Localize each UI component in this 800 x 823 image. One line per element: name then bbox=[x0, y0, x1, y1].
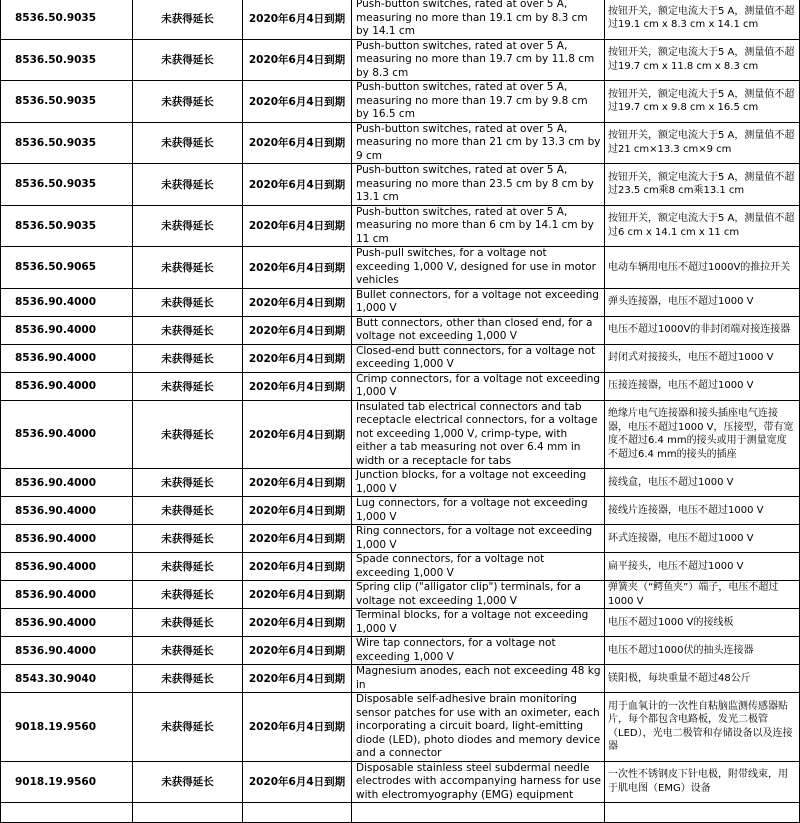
item-code-cell: 9018.19.9560 bbox=[1, 761, 133, 803]
description-cn-cell: 按钮开关，额定电流大于5 A，测量值不超过19.7 cm x 9.8 cm x 16.5 cm bbox=[605, 81, 800, 123]
description-cn-cell: 绝缘片电气连接器和接头插座电气连接器，电压不超过1000 V，压接型，带有宽度不超过6.4 mm的接头或用于测量宽度不超过6.4 mm的接头的插座 bbox=[605, 400, 800, 469]
table-row bbox=[1, 205, 800, 247]
description-en-cell bbox=[352, 803, 605, 823]
expiry-date-cell: 2020年6月4日到期 bbox=[243, 609, 352, 637]
description-cn-cell: 扁平接头，电压不超过1000 V bbox=[605, 553, 800, 581]
expiry-date-cell: 2020年6月4日到期 bbox=[243, 553, 352, 581]
table-row bbox=[1, 637, 800, 665]
description-en-cell: Bullet connectors, for a voltage not exceeding 1,000 V bbox=[352, 288, 605, 316]
expiry-date-cell: 2020年6月4日到期 bbox=[243, 288, 352, 316]
expiry-date-cell: 2020年6月4日到期 bbox=[243, 39, 352, 81]
extension-status-cell: 未获得延长 bbox=[133, 469, 243, 497]
expiry-date-cell: 2020年6月4日到期 bbox=[243, 372, 352, 400]
expiry-date-cell: 2020年6月4日到期 bbox=[243, 400, 352, 469]
table-row bbox=[1, 247, 800, 289]
table-row bbox=[1, 400, 800, 469]
expiry-date-cell: 2020年6月4日到期 bbox=[243, 316, 352, 344]
expiry-date-cell: 2020年6月4日到期 bbox=[243, 761, 352, 803]
item-code-cell: 8536.50.9035 bbox=[1, 0, 133, 39]
extension-status-cell: 未获得延长 bbox=[133, 0, 243, 39]
table-row bbox=[1, 81, 800, 123]
table-row bbox=[1, 665, 800, 693]
description-en-cell: Ring connectors, for a voltage not exceeding 1,000 V bbox=[352, 525, 605, 553]
extension-status-cell: 未获得延长 bbox=[133, 344, 243, 372]
table-row bbox=[1, 761, 800, 803]
description-en-cell: Closed-end butt connectors, for a voltage not exceeding 1,000 V bbox=[352, 344, 605, 372]
expiry-date-cell bbox=[243, 803, 352, 823]
item-code-cell bbox=[1, 803, 133, 823]
description-cn-cell bbox=[605, 803, 800, 823]
table-row bbox=[1, 316, 800, 344]
item-code-cell: 8536.90.4000 bbox=[1, 400, 133, 469]
table-row bbox=[1, 609, 800, 637]
table-row bbox=[1, 497, 800, 525]
description-cn-cell: 电压不超过1000V的非封闭端对接连接器 bbox=[605, 316, 800, 344]
extension-status-cell: 未获得延长 bbox=[133, 205, 243, 247]
extension-status-cell: 未获得延长 bbox=[133, 372, 243, 400]
extension-status-cell: 未获得延长 bbox=[133, 400, 243, 469]
item-code-cell: 8536.90.4000 bbox=[1, 344, 133, 372]
extension-status-cell: 未获得延长 bbox=[133, 525, 243, 553]
description-en-cell: Junction blocks, for a voltage not exceeding 1,000 V bbox=[352, 469, 605, 497]
expiry-date-cell: 2020年6月4日到期 bbox=[243, 469, 352, 497]
expiry-date-cell: 2020年6月4日到期 bbox=[243, 247, 352, 289]
expiry-date-cell: 2020年6月4日到期 bbox=[243, 164, 352, 206]
table-row bbox=[1, 39, 800, 81]
description-cn-cell: 接线盒，电压不超过1000 V bbox=[605, 469, 800, 497]
description-cn-cell: 按钮开关，额定电流大于5 A，测量值不超过23.5 cm乘8 cm乘13.1 cm bbox=[605, 164, 800, 206]
description-cn-cell: 压接连接器，电压不超过1000 V bbox=[605, 372, 800, 400]
expiry-date-cell: 2020年6月4日到期 bbox=[243, 0, 352, 39]
description-en-cell: Magnesium anodes, each not exceeding 48 kg in bbox=[352, 665, 605, 693]
description-cn-cell: 电压不超过1000 V的接线板 bbox=[605, 609, 800, 637]
extension-status-cell: 未获得延长 bbox=[133, 553, 243, 581]
extension-status-cell: 未获得延长 bbox=[133, 164, 243, 206]
item-code-cell: 8536.50.9035 bbox=[1, 122, 133, 164]
description-cn-cell: 一次性不锈钢皮下针电极，附带线束，用于肌电图（EMG）设备 bbox=[605, 761, 800, 803]
description-en-cell: Lug connectors, for a voltage not exceeding 1,000 V bbox=[352, 497, 605, 525]
description-en-cell: Spade connectors, for a voltage not exceeding 1,000 V bbox=[352, 553, 605, 581]
description-cn-cell: 电压不超过1000伏的抽头连接器 bbox=[605, 637, 800, 665]
expiry-date-cell: 2020年6月4日到期 bbox=[243, 525, 352, 553]
description-en-cell: Disposable stainless steel subdermal needle electrodes with accompanying harness for use with electromyography (EMG) equipment bbox=[352, 761, 605, 803]
extension-status-cell: 未获得延长 bbox=[133, 39, 243, 81]
item-code-cell: 8536.90.4000 bbox=[1, 316, 133, 344]
description-cn-cell: 按钮开关，额定电流大于5 A，测量值不超过19.1 cm x 8.3 cm x 14.1 cm bbox=[605, 0, 800, 39]
extension-status-cell: 未获得延长 bbox=[133, 247, 243, 289]
table-row bbox=[1, 693, 800, 762]
extension-status-cell: 未获得延长 bbox=[133, 497, 243, 525]
table-row bbox=[1, 372, 800, 400]
item-code-cell: 8536.90.4000 bbox=[1, 497, 133, 525]
item-code-cell: 8536.90.4000 bbox=[1, 288, 133, 316]
description-cn-cell: 弹头连接器，电压不超过1000 V bbox=[605, 288, 800, 316]
description-en-cell: Disposable self-adhesive brain monitoring sensor patches for use with an oximeter, each incorporating a circuit board, light-emitting diode (LED), photo diodes and memory device and a connector bbox=[352, 693, 605, 762]
extension-status-cell: 未获得延长 bbox=[133, 693, 243, 762]
expiry-date-cell: 2020年6月4日到期 bbox=[243, 693, 352, 762]
table-row bbox=[1, 288, 800, 316]
description-en-cell: Wire tap connectors, for a voltage not exceeding 1,000 V bbox=[352, 637, 605, 665]
item-code-cell: 8536.90.4000 bbox=[1, 609, 133, 637]
expiry-date-cell: 2020年6月4日到期 bbox=[243, 581, 352, 609]
extension-status-cell: 未获得延长 bbox=[133, 609, 243, 637]
description-cn-cell: 弹簧夹（“鳄鱼夹”）端子，电压不超过1000 V bbox=[605, 581, 800, 609]
item-code-cell: 8536.90.4000 bbox=[1, 372, 133, 400]
expiry-date-cell: 2020年6月4日到期 bbox=[243, 637, 352, 665]
item-code-cell: 8536.50.9035 bbox=[1, 164, 133, 206]
description-cn-cell: 镁阳极，每块重量不超过48公斤 bbox=[605, 665, 800, 693]
expiry-date-cell: 2020年6月4日到期 bbox=[243, 81, 352, 123]
table-row bbox=[1, 164, 800, 206]
description-en-cell: Push-pull switches, for a voltage not exceeding 1,000 V, designed for use in motor vehicles bbox=[352, 247, 605, 289]
table-row bbox=[1, 803, 800, 823]
item-code-cell: 9018.19.9560 bbox=[1, 693, 133, 762]
item-code-cell: 8536.90.4000 bbox=[1, 581, 133, 609]
item-code-cell: 8536.50.9035 bbox=[1, 205, 133, 247]
extension-status-cell: 未获得延长 bbox=[133, 665, 243, 693]
extension-status-cell: 未获得延长 bbox=[133, 81, 243, 123]
description-en-cell: Push-button switches, rated at over 5 A, measuring no more than 6 cm by 14.1 cm by 11 cm bbox=[352, 205, 605, 247]
description-en-cell: Push-button switches, rated at over 5 A, measuring no more than 19.7 cm by 11.8 cm by 8.3 cm bbox=[352, 39, 605, 81]
item-code-cell: 8536.50.9035 bbox=[1, 81, 133, 123]
item-code-cell: 8536.90.4000 bbox=[1, 469, 133, 497]
description-cn-cell: 按钮开关，额定电流大于5 A，测量值不超过6 cm x 14.1 cm x 11 cm bbox=[605, 205, 800, 247]
table-body bbox=[1, 0, 800, 823]
expiry-date-cell: 2020年6月4日到期 bbox=[243, 122, 352, 164]
item-code-cell: 8536.50.9035 bbox=[1, 39, 133, 81]
description-en-cell: Push-button switches, rated at over 5 A, measuring no more than 23.5 cm by 8 cm by 13.1 cm bbox=[352, 164, 605, 206]
table-row bbox=[1, 525, 800, 553]
table-row bbox=[1, 581, 800, 609]
description-cn-cell: 按钮开关，额定电流大于5 A，测量值不超过21 cm×13.3 cm×9 cm bbox=[605, 122, 800, 164]
item-code-cell: 8536.90.4000 bbox=[1, 525, 133, 553]
table-row bbox=[1, 344, 800, 372]
description-en-cell: Insulated tab electrical connectors and tab receptacle electrical connectors, for a voltage not exceeding 1,000 V, crimp-type, with either a tab measuring not over 6.4 mm in width or a receptacle for tabs bbox=[352, 400, 605, 469]
extension-status-cell: 未获得延长 bbox=[133, 288, 243, 316]
item-code-cell: 8536.50.9065 bbox=[1, 247, 133, 289]
table-row bbox=[1, 469, 800, 497]
description-en-cell: Butt connectors, other than closed end, for a voltage not exceeding 1,000 V bbox=[352, 316, 605, 344]
description-en-cell: Spring clip ("alligator clip") terminals, for a voltage not exceeding 1,000 V bbox=[352, 581, 605, 609]
description-cn-cell: 环式连接器，电压不超过1000 V bbox=[605, 525, 800, 553]
item-code-cell: 8536.90.4000 bbox=[1, 637, 133, 665]
description-cn-cell: 电动车辆用电压不超过1000V的推拉开关 bbox=[605, 247, 800, 289]
description-en-cell: Crimp connectors, for a voltage not exceeding 1,000 V bbox=[352, 372, 605, 400]
extension-status-cell: 未获得延长 bbox=[133, 637, 243, 665]
description-cn-cell: 按钮开关，额定电流大于5 A，测量值不超过19.7 cm x 11.8 cm x 8.3 cm bbox=[605, 39, 800, 81]
extension-status-cell bbox=[133, 803, 243, 823]
item-code-cell: 8543.30.9040 bbox=[1, 665, 133, 693]
description-cn-cell: 用于血氧计的一次性自粘脑监测传感器贴片，每个都包含电路板，发光二极管（LED），光电二极管和存储设备以及连接器 bbox=[605, 693, 800, 762]
extension-status-cell: 未获得延长 bbox=[133, 122, 243, 164]
expiry-date-cell: 2020年6月4日到期 bbox=[243, 497, 352, 525]
expiry-date-cell: 2020年6月4日到期 bbox=[243, 344, 352, 372]
description-en-cell: Push-button switches, rated at over 5 A, measuring no more than 21 cm by 13.3 cm by 9 cm bbox=[352, 122, 605, 164]
description-en-cell: Push-button switches, rated at over 5 A, measuring no more than 19.7 cm by 9.8 cm by 16.5 cm bbox=[352, 81, 605, 123]
description-en-cell: Terminal blocks, for a voltage not exceeding 1,000 V bbox=[352, 609, 605, 637]
extension-status-cell: 未获得延长 bbox=[133, 316, 243, 344]
description-cn-cell: 接线片连接器，电压不超过1000 V bbox=[605, 497, 800, 525]
table-row bbox=[1, 553, 800, 581]
table-row bbox=[1, 122, 800, 164]
item-code-cell: 8536.90.4000 bbox=[1, 553, 133, 581]
expiry-date-cell: 2020年6月4日到期 bbox=[243, 205, 352, 247]
description-cn-cell: 封闭式对接接头，电压不超过1000 V bbox=[605, 344, 800, 372]
table-row bbox=[1, 0, 800, 39]
expiry-date-cell: 2020年6月4日到期 bbox=[243, 665, 352, 693]
extension-status-cell: 未获得延长 bbox=[133, 761, 243, 803]
description-en-cell: Push-button switches, rated at over 5 A, measuring no more than 19.1 cm by 8.3 cm by 14.1 cm bbox=[352, 0, 605, 39]
extension-status-cell: 未获得延长 bbox=[133, 581, 243, 609]
